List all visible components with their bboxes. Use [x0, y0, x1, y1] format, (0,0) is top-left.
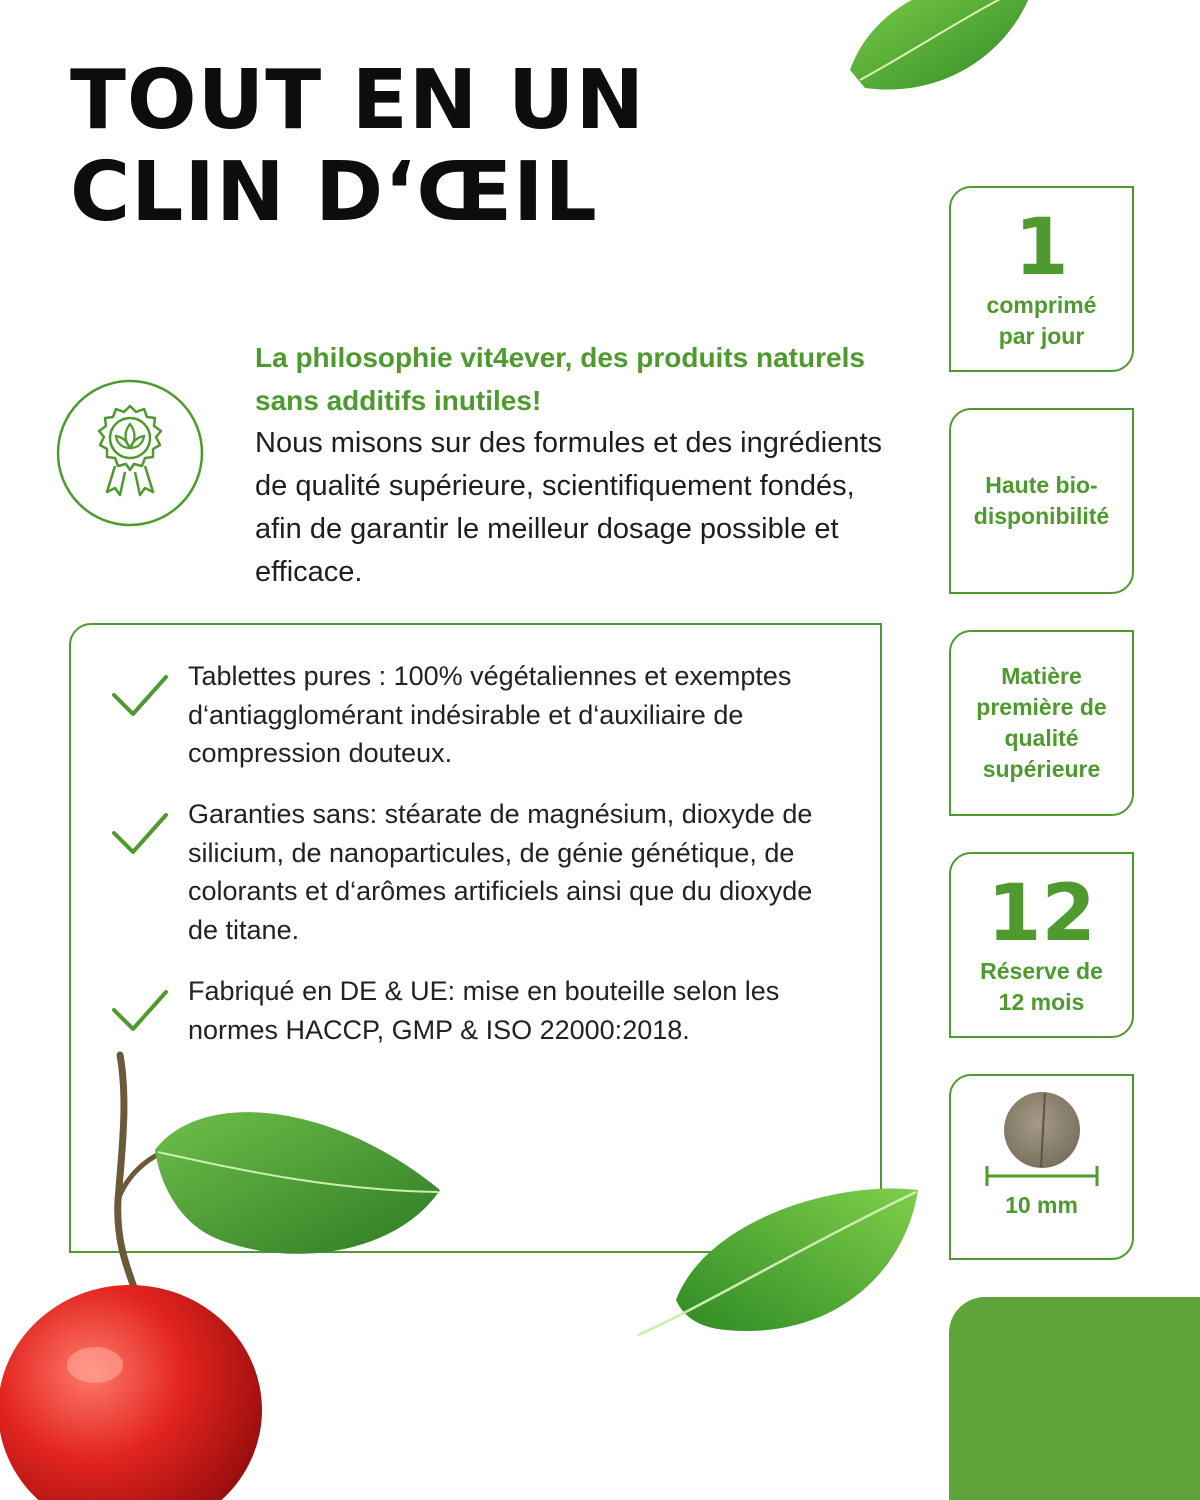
check-icon [111, 986, 169, 1036]
card-supply-label: Réserve de 12 mois [980, 958, 1103, 1015]
page-title-line-1: TOUT EN UN [70, 53, 646, 148]
feature-text: Garanties sans: stéarate de magnésium, dioxyde de silicium, de nanoparticules, de génie génétique, de colorants et d‘arômes artificiels ainsi que du dioxyde de titane. [188, 799, 813, 945]
card-dosage-label: comprimé par jour [986, 292, 1097, 349]
card-supply-number: 12 [987, 869, 1096, 959]
card-tablet-size-label: 10 mm [1005, 1192, 1078, 1218]
page-title-line-2: CLIN D‘ŒIL [70, 145, 598, 240]
check-icon [111, 671, 169, 721]
intro-body: Nous misons sur des formules et des ingrédients de qualité supérieure, scientifiquement fondés, afin de garantir le meilleur dosage possible et efficace. [255, 427, 883, 588]
card-bioavailability-label: Haute bio-disponibilité [973, 472, 1110, 529]
tablet-icon [967, 1090, 1117, 1190]
intro-text [255, 336, 885, 594]
card-raw-material [949, 630, 1134, 816]
acerola-cherry-image [0, 1040, 460, 1500]
card-tablet-size [949, 1074, 1134, 1260]
card-raw-material-label: Matière première de qualité supérieure [976, 663, 1107, 782]
card-bioavailability [949, 408, 1134, 594]
feature-text: Fabriqué en DE & UE: mise en bouteille selon les normes HACCP, GMP & ISO 22000:2018. [188, 976, 780, 1045]
intro-lead: La philosophie vit4ever, des produits naturels sans additifs inutiles! [255, 342, 865, 416]
leaf-image-top [835, 0, 1035, 110]
check-icon [111, 809, 169, 859]
leaf-image-bottom [636, 1180, 926, 1350]
card-dosage-number: 1 [1014, 203, 1069, 293]
card-dosage [949, 186, 1134, 372]
quality-badge-icon [55, 378, 205, 528]
page-title [70, 55, 645, 239]
card-supply [949, 852, 1134, 1038]
green-accent-block [949, 1297, 1200, 1500]
feature-text: Tablettes pures : 100% végétaliennes et exemptes d‘antiagglomérant indésirable et d‘auxiliaire de compression douteux. [188, 661, 792, 768]
